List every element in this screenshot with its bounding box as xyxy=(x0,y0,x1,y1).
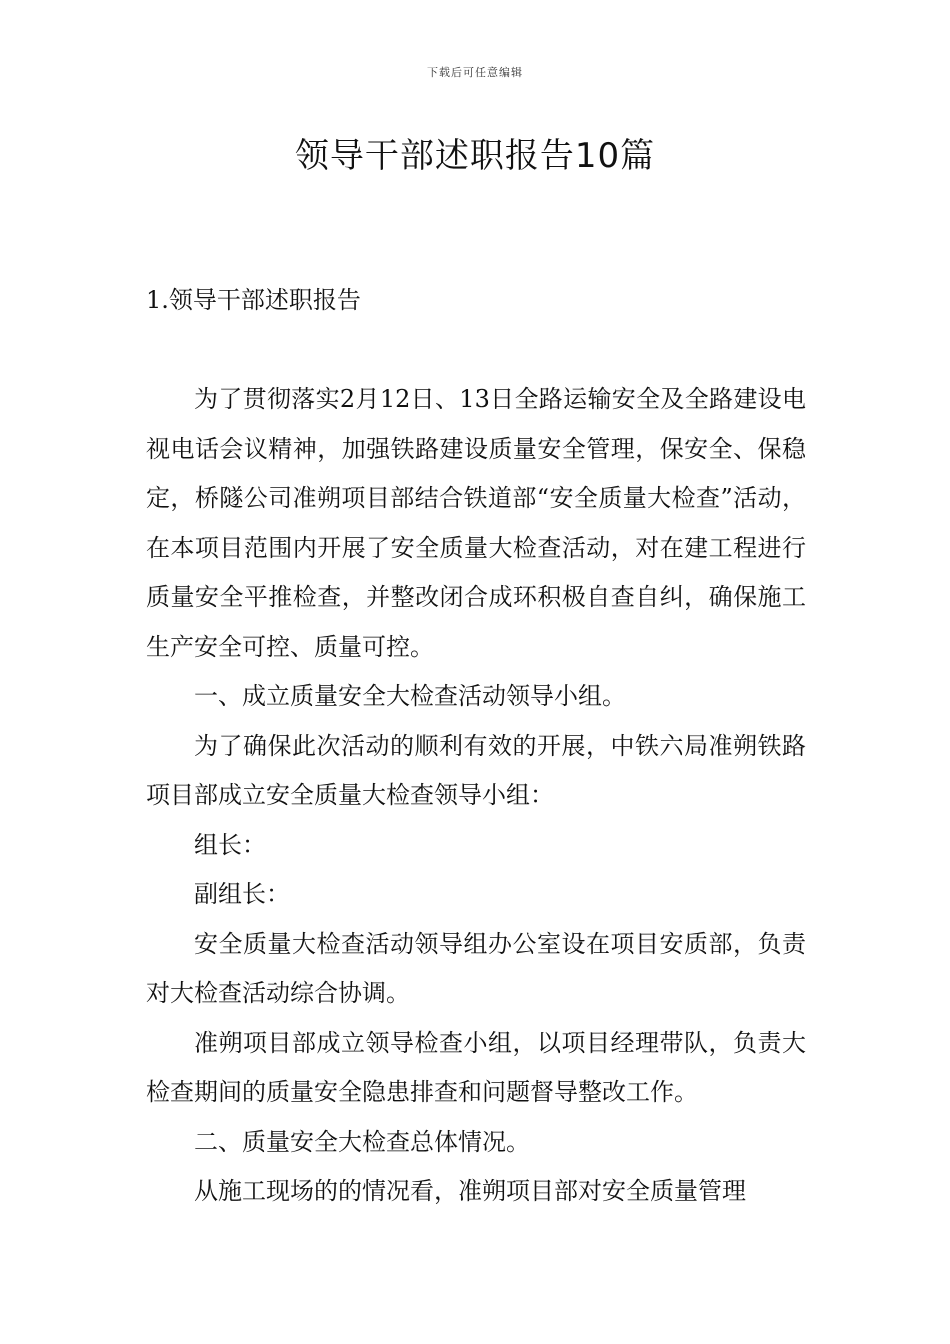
paragraph: 一、成立质量安全大检查活动领导小组。 xyxy=(194,682,626,710)
section-heading: 1.领导干部述职报告 xyxy=(146,286,361,314)
paragraph: 为了确保此次活动的顺利有效的开展，中铁六局准朔铁路项目部成立安全质量大检查领导小组： xyxy=(146,731,806,809)
paragraph: 为了贯彻落实2月12日、13日全路运输安全及全路建设电视电话会议精神，加强铁路建设质量安全管理，保安全、保稳定，桥隧公司准朔项目部结合铁道部“安全质量大检查”活动，在本项目范围内开展了安全质量大检查活动，对在建工程进行质量安全平推检查，并整改闭合成环积极自查自纠，确保施工生产安全可控、质量可控。 xyxy=(146,385,806,661)
document-title: 领导干部述职报告10篇 xyxy=(294,136,656,176)
paragraph: 二、质量安全大检查总体情况。 xyxy=(194,1127,530,1156)
document-body xyxy=(146,375,806,1217)
header-note: 下载后可任意编辑 xyxy=(427,66,523,79)
paragraph: 从施工现场的的情况看，准朔项目部对安全质量管理 xyxy=(194,1177,746,1205)
paragraph: 准朔项目部成立领导检查小组，以项目经理带队，负责大检查期间的质量安全隐患排查和问题督导整改工作。 xyxy=(146,1028,806,1106)
paragraph: 组长： xyxy=(194,830,266,859)
paragraph: 副组长： xyxy=(194,880,290,908)
paragraph: 安全质量大检查活动领导组办公室设在项目安质部，负责对大检查活动综合协调。 xyxy=(146,929,806,1007)
